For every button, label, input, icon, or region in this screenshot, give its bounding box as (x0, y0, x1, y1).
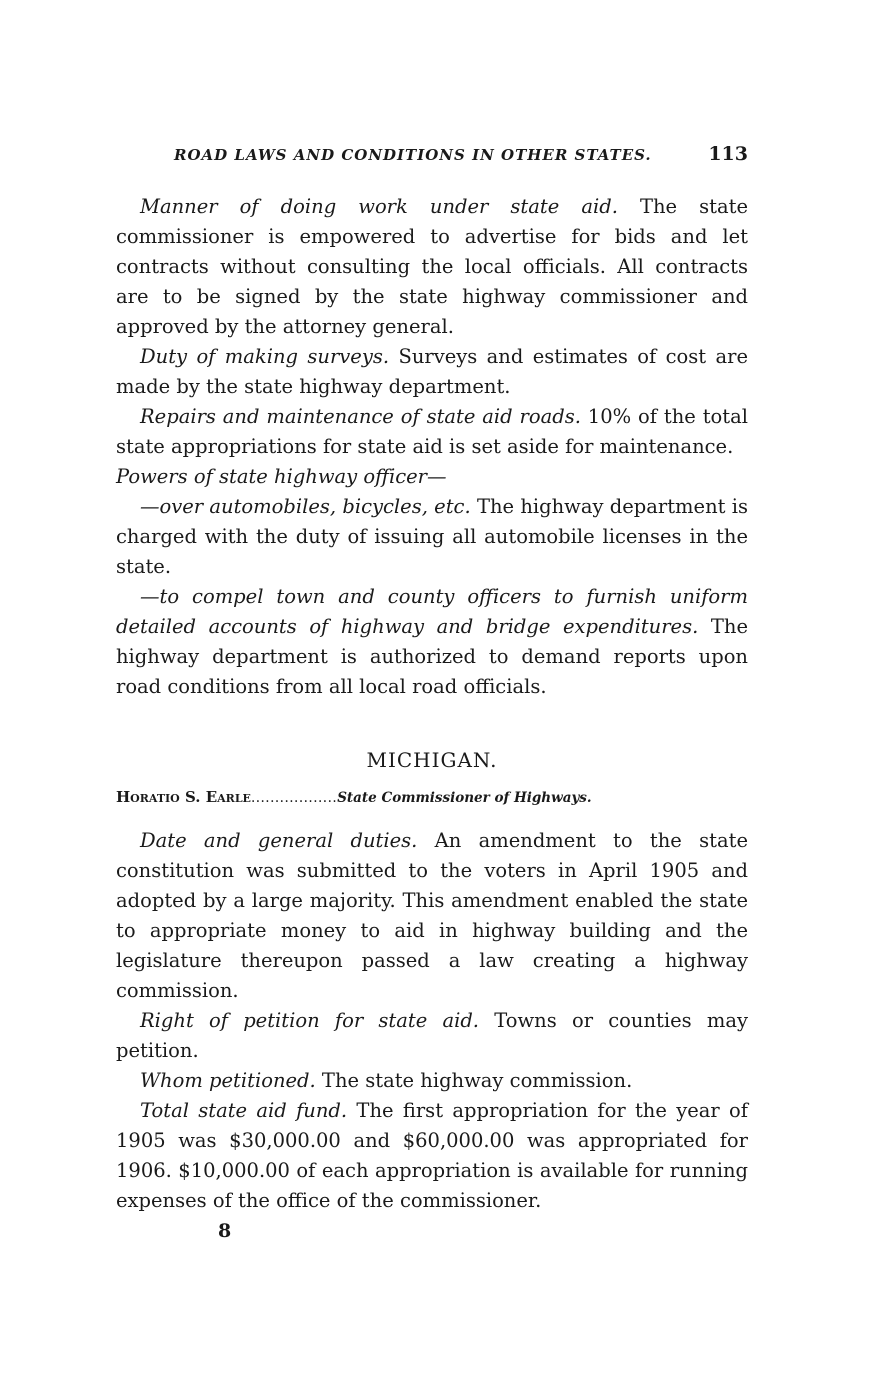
official-title: State Commissioner of Highways. (337, 790, 592, 806)
paragraph-lead: Whom petitioned. (140, 1069, 316, 1092)
official-line (116, 788, 748, 806)
paragraph-state-aid-fund (116, 1096, 748, 1216)
paragraph-manner-of-work (116, 192, 748, 342)
paragraph-text: Towns or counties may petition. (116, 1009, 748, 1062)
paragraph-text: An amendment to the state constitution was submitted to the voters in April 1905 and adopted by a large majority. This amendment enabled the state to appropriate money to aid in highway building and the legislature thereupon passed a law creating a highway commission. (116, 829, 748, 1002)
paragraph-whom-petitioned (116, 1066, 748, 1096)
paragraph-powers-accounts (116, 582, 748, 702)
paragraph-text: The highway department is authorized to demand reports upon road conditions from all local road officials. (116, 615, 749, 698)
powers-heading: Powers of state highway officer— (116, 465, 447, 488)
paragraph-lead: Duty of making surveys. (140, 345, 390, 368)
paragraph-surveys (116, 342, 748, 402)
running-head-title: ROAD LAWS AND CONDITIONS IN OTHER STATES. (174, 146, 652, 164)
paragraph-lead: Manner of doing work under state aid. (140, 195, 618, 218)
paragraph-lead: Right of petition for state aid. (140, 1009, 480, 1032)
page-number: 113 (708, 143, 748, 165)
official-name: Horatio S. Earle (116, 788, 251, 806)
signature-mark: 8 (218, 1220, 232, 1242)
running-head (116, 140, 748, 170)
paragraph-text: The first appropriation for the year of 1905 was $30,000.00 and $60,000.00 was appropriated for 1906. $10,000.00 of each appropriation is available for running expenses of the office of the commissioner. (116, 1099, 749, 1212)
paragraph-text: The highway department is charged with the duty of issuing all automobile licenses in the state. (116, 495, 749, 578)
paragraph-text: The state commissioner is empowered to advertise for bids and let contracts without consulting the local officials. All contracts are to be signed by the state highway commissioner and approved by the attorney general. (116, 195, 748, 338)
paragraph-lead: —to compel town and county officers to furnish uniform detailed accounts of highway and bridge expenditures. (116, 585, 748, 638)
paragraph-powers-automobiles (116, 492, 748, 582)
paragraph-text: 10% of the total state appropriations for state aid is set aside for maintenance. (116, 405, 748, 458)
section-heading: MICHIGAN. (366, 748, 498, 772)
leader-dots: .................. (250, 790, 338, 806)
paragraph-lead: Date and general duties. (140, 829, 418, 852)
paragraph-lead: Repairs and maintenance of state aid roads. (140, 405, 581, 428)
paragraph-text: Surveys and estimates of cost are made by the state highway department. (116, 345, 749, 398)
paragraph-lead: —over automobiles, bicycles, etc. (140, 495, 471, 518)
page-body (116, 140, 748, 1216)
paragraph-repairs (116, 402, 748, 462)
paragraph-lead: Total state aid fund. (140, 1099, 348, 1122)
paragraph-text: The state highway commission. (315, 1069, 633, 1092)
paragraph-date-duties (116, 826, 748, 1006)
paragraph-right-of-petition (116, 1006, 748, 1066)
